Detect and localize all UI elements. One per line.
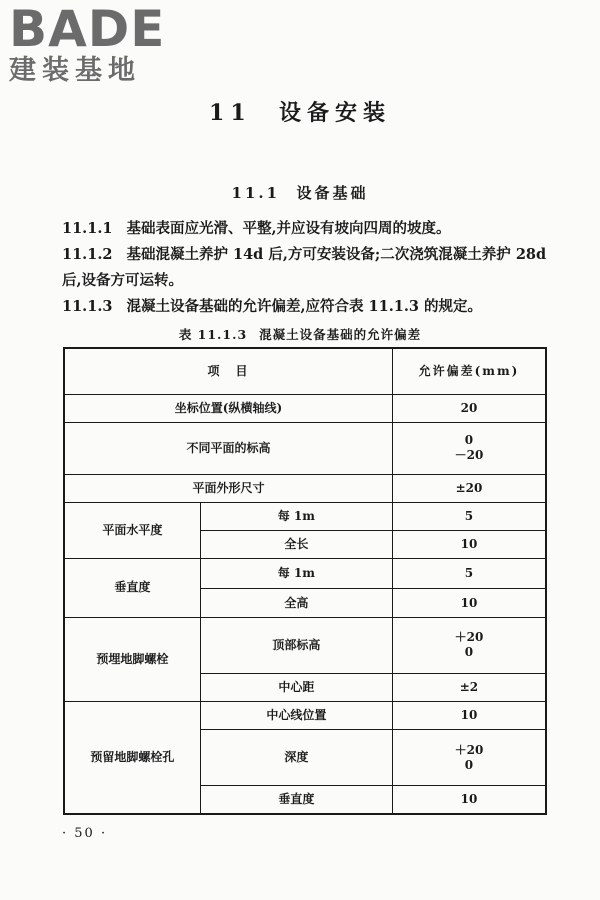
row-label: 坐标位置(纵横轴线) [64, 394, 392, 422]
sub-label: 全长 [200, 531, 392, 559]
row-value: 10 [392, 786, 546, 814]
group-label: 预留地脚螺栓孔 [64, 701, 200, 814]
header-item: 项 目 [64, 348, 392, 394]
row-value: 5 [392, 503, 546, 531]
clause-text: 混凝土设备基础的允许偏差,应符合表 11.1.3 的规定。 [126, 298, 483, 315]
table-caption-text: 混凝土设备基础的允许偏差 [259, 327, 422, 342]
row-value: 10 [392, 701, 546, 729]
row-label: 不同平面的标高 [64, 422, 392, 474]
sub-label: 每 1m [200, 503, 392, 531]
table-row [64, 617, 546, 673]
clause-11-1-2 [62, 242, 548, 294]
group-label: 平面水平度 [64, 503, 200, 559]
table-row [64, 503, 546, 531]
table-caption-number: 表 11.1.3 [178, 327, 248, 342]
row-value: ±2 [392, 673, 546, 701]
clause-11-1-1 [62, 216, 548, 242]
value-lower: －20 [454, 448, 484, 463]
clause-text: 基础表面应光滑、平整,并应设有坡向四周的坡度。 [126, 220, 451, 237]
row-value: 5 [392, 559, 546, 589]
row-value: 20 [392, 394, 546, 422]
clause-number: 11.1.2 [62, 246, 113, 263]
row-value [392, 730, 546, 786]
sub-label: 中心线位置 [200, 701, 392, 729]
table-row [64, 394, 546, 422]
header-tolerance: 允许偏差(mm) [392, 348, 546, 394]
row-value [392, 617, 546, 673]
table-row [64, 559, 546, 589]
sub-label: 垂直度 [200, 786, 392, 814]
sub-label: 每 1m [200, 559, 392, 589]
brand-logo [9, 0, 179, 86]
tolerance-table [63, 347, 547, 815]
sub-label: 全高 [200, 589, 392, 617]
row-value: ±20 [392, 475, 546, 503]
table-header-row [64, 348, 546, 394]
row-value [392, 422, 546, 474]
logo-subtitle: 建装基地 [9, 55, 141, 86]
sub-label: 深度 [200, 730, 392, 786]
table-row [64, 701, 546, 729]
table-row [64, 422, 546, 474]
group-label: 预埋地脚螺栓 [64, 617, 200, 701]
table-caption [0, 325, 600, 343]
section-title: 11.1 设备基础 [231, 184, 369, 202]
clause-11-1-3 [62, 294, 548, 320]
value-lower: 0 [464, 645, 474, 660]
group-label: 垂直度 [64, 559, 200, 617]
row-value: 10 [392, 589, 546, 617]
value-lower: 0 [464, 757, 474, 772]
chapter-title: 11 设备安装 [209, 100, 391, 126]
value-upper: ＋20 [454, 742, 484, 757]
clause-text: 基础混凝土养护 14d 后,方可安装设备;二次浇筑混凝土养护 28d 后,设备方可运转。 [62, 246, 547, 289]
row-value: 10 [392, 531, 546, 559]
value-upper: ＋20 [454, 630, 484, 645]
clause-number: 11.1.3 [62, 298, 113, 315]
table-row [64, 475, 546, 503]
clause-number: 11.1.1 [62, 220, 113, 237]
row-label: 平面外形尺寸 [64, 475, 392, 503]
value-upper: 0 [464, 433, 474, 448]
logo-wordmark: BADE [9, 0, 166, 58]
page-number: · 50 · [62, 826, 108, 841]
sub-label: 中心距 [200, 673, 392, 701]
sub-label: 顶部标高 [200, 617, 392, 673]
